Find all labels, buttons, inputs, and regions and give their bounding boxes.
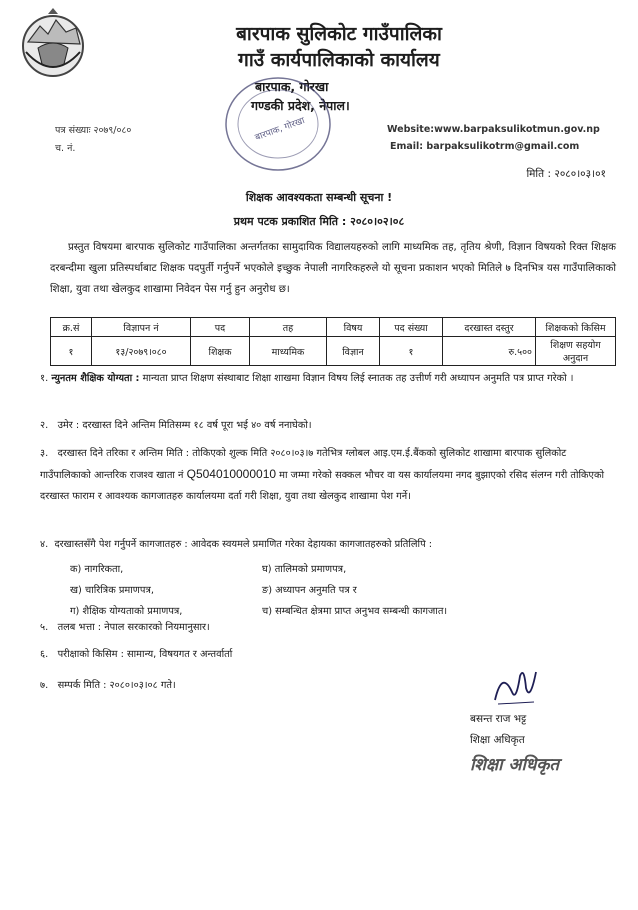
table-header: तह xyxy=(250,318,327,337)
table-header: विषय xyxy=(327,318,380,337)
list-item: घ) तालिमको प्रमाणपत्र, xyxy=(262,564,347,575)
table-header-row xyxy=(51,318,616,337)
list-item: ग) शैक्षिक योग्यताको प्रमाणपत्र, xyxy=(70,606,183,617)
application-method-item xyxy=(40,443,620,507)
signatory-name: बसन्त राज भट्ट xyxy=(470,713,527,725)
dispatch-number: च. नं. xyxy=(55,143,76,154)
table-cell: विज्ञान xyxy=(327,337,380,366)
item-text-continued: मा जम्मा गरेको सक्कल भौचर वा यस कार्यालयमा नगद बुझाएको रसिद संलग्न गरी तोकिएको दरखास्त फाराम र आवश्यक कागजातहरु कार्यालयमा दर्ता गरी शिक्षा, युवा तथा खेलकुद शाखामा पेश गर्ने। xyxy=(40,470,605,502)
item-text: तलब भत्ता : नेपाल सरकारको नियमानुसार। xyxy=(57,622,210,633)
age-item xyxy=(40,415,620,436)
salary-item xyxy=(40,617,620,638)
list-item: च) सम्बन्धित क्षेत्रमा प्राप्त अनुभव सम्बन्धी कागजात। xyxy=(262,606,448,617)
table-header: क्र.सं xyxy=(51,318,92,337)
item-text: मान्यता प्राप्त शिक्षण संस्थाबाट शिक्षा शाखमा विज्ञान विषय लिई स्नातक तह उत्तीर्ण गरी अध्यापन अनुमति पत्र प्राप्त गरेको । xyxy=(142,373,574,384)
item-text: परीक्षाको किसिम : सामान्य, विषयगत र अन्तर्वार्ता xyxy=(57,649,233,660)
table-cell: रु.५०० xyxy=(443,337,536,366)
svg-text:बारपाक, गोरखा: बारपाक, गोरखा xyxy=(253,116,307,144)
table-cell: शिक्षक xyxy=(191,337,250,366)
office-stamp-icon xyxy=(218,70,338,175)
account-number: Q504010000010 xyxy=(186,467,277,481)
table-cell: शिक्षण सहयोग अनुदान xyxy=(536,337,616,366)
table-row xyxy=(51,337,616,366)
table-header: विज्ञापन नं xyxy=(92,318,191,337)
item-number: १. xyxy=(40,373,49,384)
table-header: दरखास्त दस्तुर xyxy=(443,318,536,337)
signature-stamp: शिक्षा अधिकृत xyxy=(470,755,560,775)
table-header: पद संख्या xyxy=(380,318,443,337)
item-lead: न्युनतम शैक्षिक योग्यता : xyxy=(51,373,140,384)
vacancy-table xyxy=(50,317,616,366)
publish-date: प्रथम पटक प्रकाशित मिति : २०८०।०२।०८ xyxy=(233,215,405,228)
item-text: दरखास्त दिने तरिका र अन्तिम मिति : तोकिएको शुल्क मिति २०८०।०३।७ गतेभित्र ग्लोबल आइ.एम.ई.बैंकको सुलिकोट शाखामा बारपाक सुलिकोट गाउँपालिकाको आन्तरिक राजश्व खाता नं xyxy=(40,448,567,481)
table-cell: माध्यमिक xyxy=(250,337,327,366)
table-cell: १३/२०७९।०८० xyxy=(92,337,191,366)
organization-name: बारपाक सुलिकोट गाउँपालिका xyxy=(236,23,442,45)
reference-number: पत्र संख्याः २०७९/०८० xyxy=(55,125,132,136)
item-number: २. xyxy=(40,420,49,431)
list-item: ङ) अध्यापन अनुमति पत्र र xyxy=(262,585,357,596)
signatory-title: शिक्षा अधिकृत xyxy=(470,734,525,746)
email: Email: barpaksulikotrm@gmail.com xyxy=(390,141,580,152)
item-text: दरखास्तसँगै पेश गर्नुपर्ने कागजातहरु : आवेदक स्वयमले प्रमाणित गरेका देहायका कागजातहरुको प्रतिलिपि : xyxy=(54,539,433,550)
item-number: ६. xyxy=(40,649,49,660)
item-text: उमेर : दरखास्त दिने अन्तिम मितिसम्म १८ वर्ष पूरा भई ४० वर्ष ननाघेको। xyxy=(57,420,312,431)
website: Website:www.barpaksulikotmun.gov.np xyxy=(387,124,600,135)
notice-subject: शिक्षक आवश्यकता सम्बन्धी सूचना ! xyxy=(245,191,393,204)
address-line-2: गण्डकी प्रदेश, नेपाल। xyxy=(251,98,350,113)
item-number: ४. xyxy=(40,539,49,550)
signature-scrawl-icon xyxy=(490,662,540,710)
documents-list-right xyxy=(262,559,562,622)
item-number: ३. xyxy=(40,448,49,459)
address-line-1: बारपाक, गोरखा xyxy=(255,79,329,94)
office-name: गाउँ कार्यपालिकाको कार्यालय xyxy=(238,49,440,71)
item-number: ७. xyxy=(40,680,49,691)
table-cell: १ xyxy=(380,337,443,366)
table-cell: १ xyxy=(51,337,92,366)
table-header: पद xyxy=(191,318,250,337)
item-text: सम्पर्क मिति : २०८०।०३।०८ गते। xyxy=(57,680,176,691)
list-item: ख) चारित्रिक प्रमाणपत्र, xyxy=(70,585,154,596)
qualification-item xyxy=(40,368,620,389)
item-number: ५. xyxy=(40,622,49,633)
intro-paragraph: प्रस्तुत विषयमा बारपाक सुलिकोट गाउँपालिका अन्तर्गतका सामुदायिक विद्यालयहरुको लागि माध्यमिक तह, तृतिय श्रेणी, विज्ञान विषयको रिक्त शिक्षक दरबन्दीमा खुला प्रतिस्पर्धाबाट शिक्षक पदपुर्ती गर्नुपर्ने भएकोले इच्छुक नेपाली नागरिकहरुले यो सूचना प्रकाशन भएको मितिले ७ दिनभित्र यस गाउँपालिकाको शिक्षा, युवा तथा खेलकुद शाखामा निवेदन पेस गर्नु हुन अनुरोध छ। xyxy=(50,242,616,295)
notice-date: मिति : २०८०।०३।०१ xyxy=(526,168,606,180)
documents-list-left xyxy=(70,559,270,622)
documents-item xyxy=(40,534,620,555)
list-item: क) नागरिकता, xyxy=(70,564,124,575)
table-header: शिक्षकको किसिम xyxy=(536,318,616,337)
